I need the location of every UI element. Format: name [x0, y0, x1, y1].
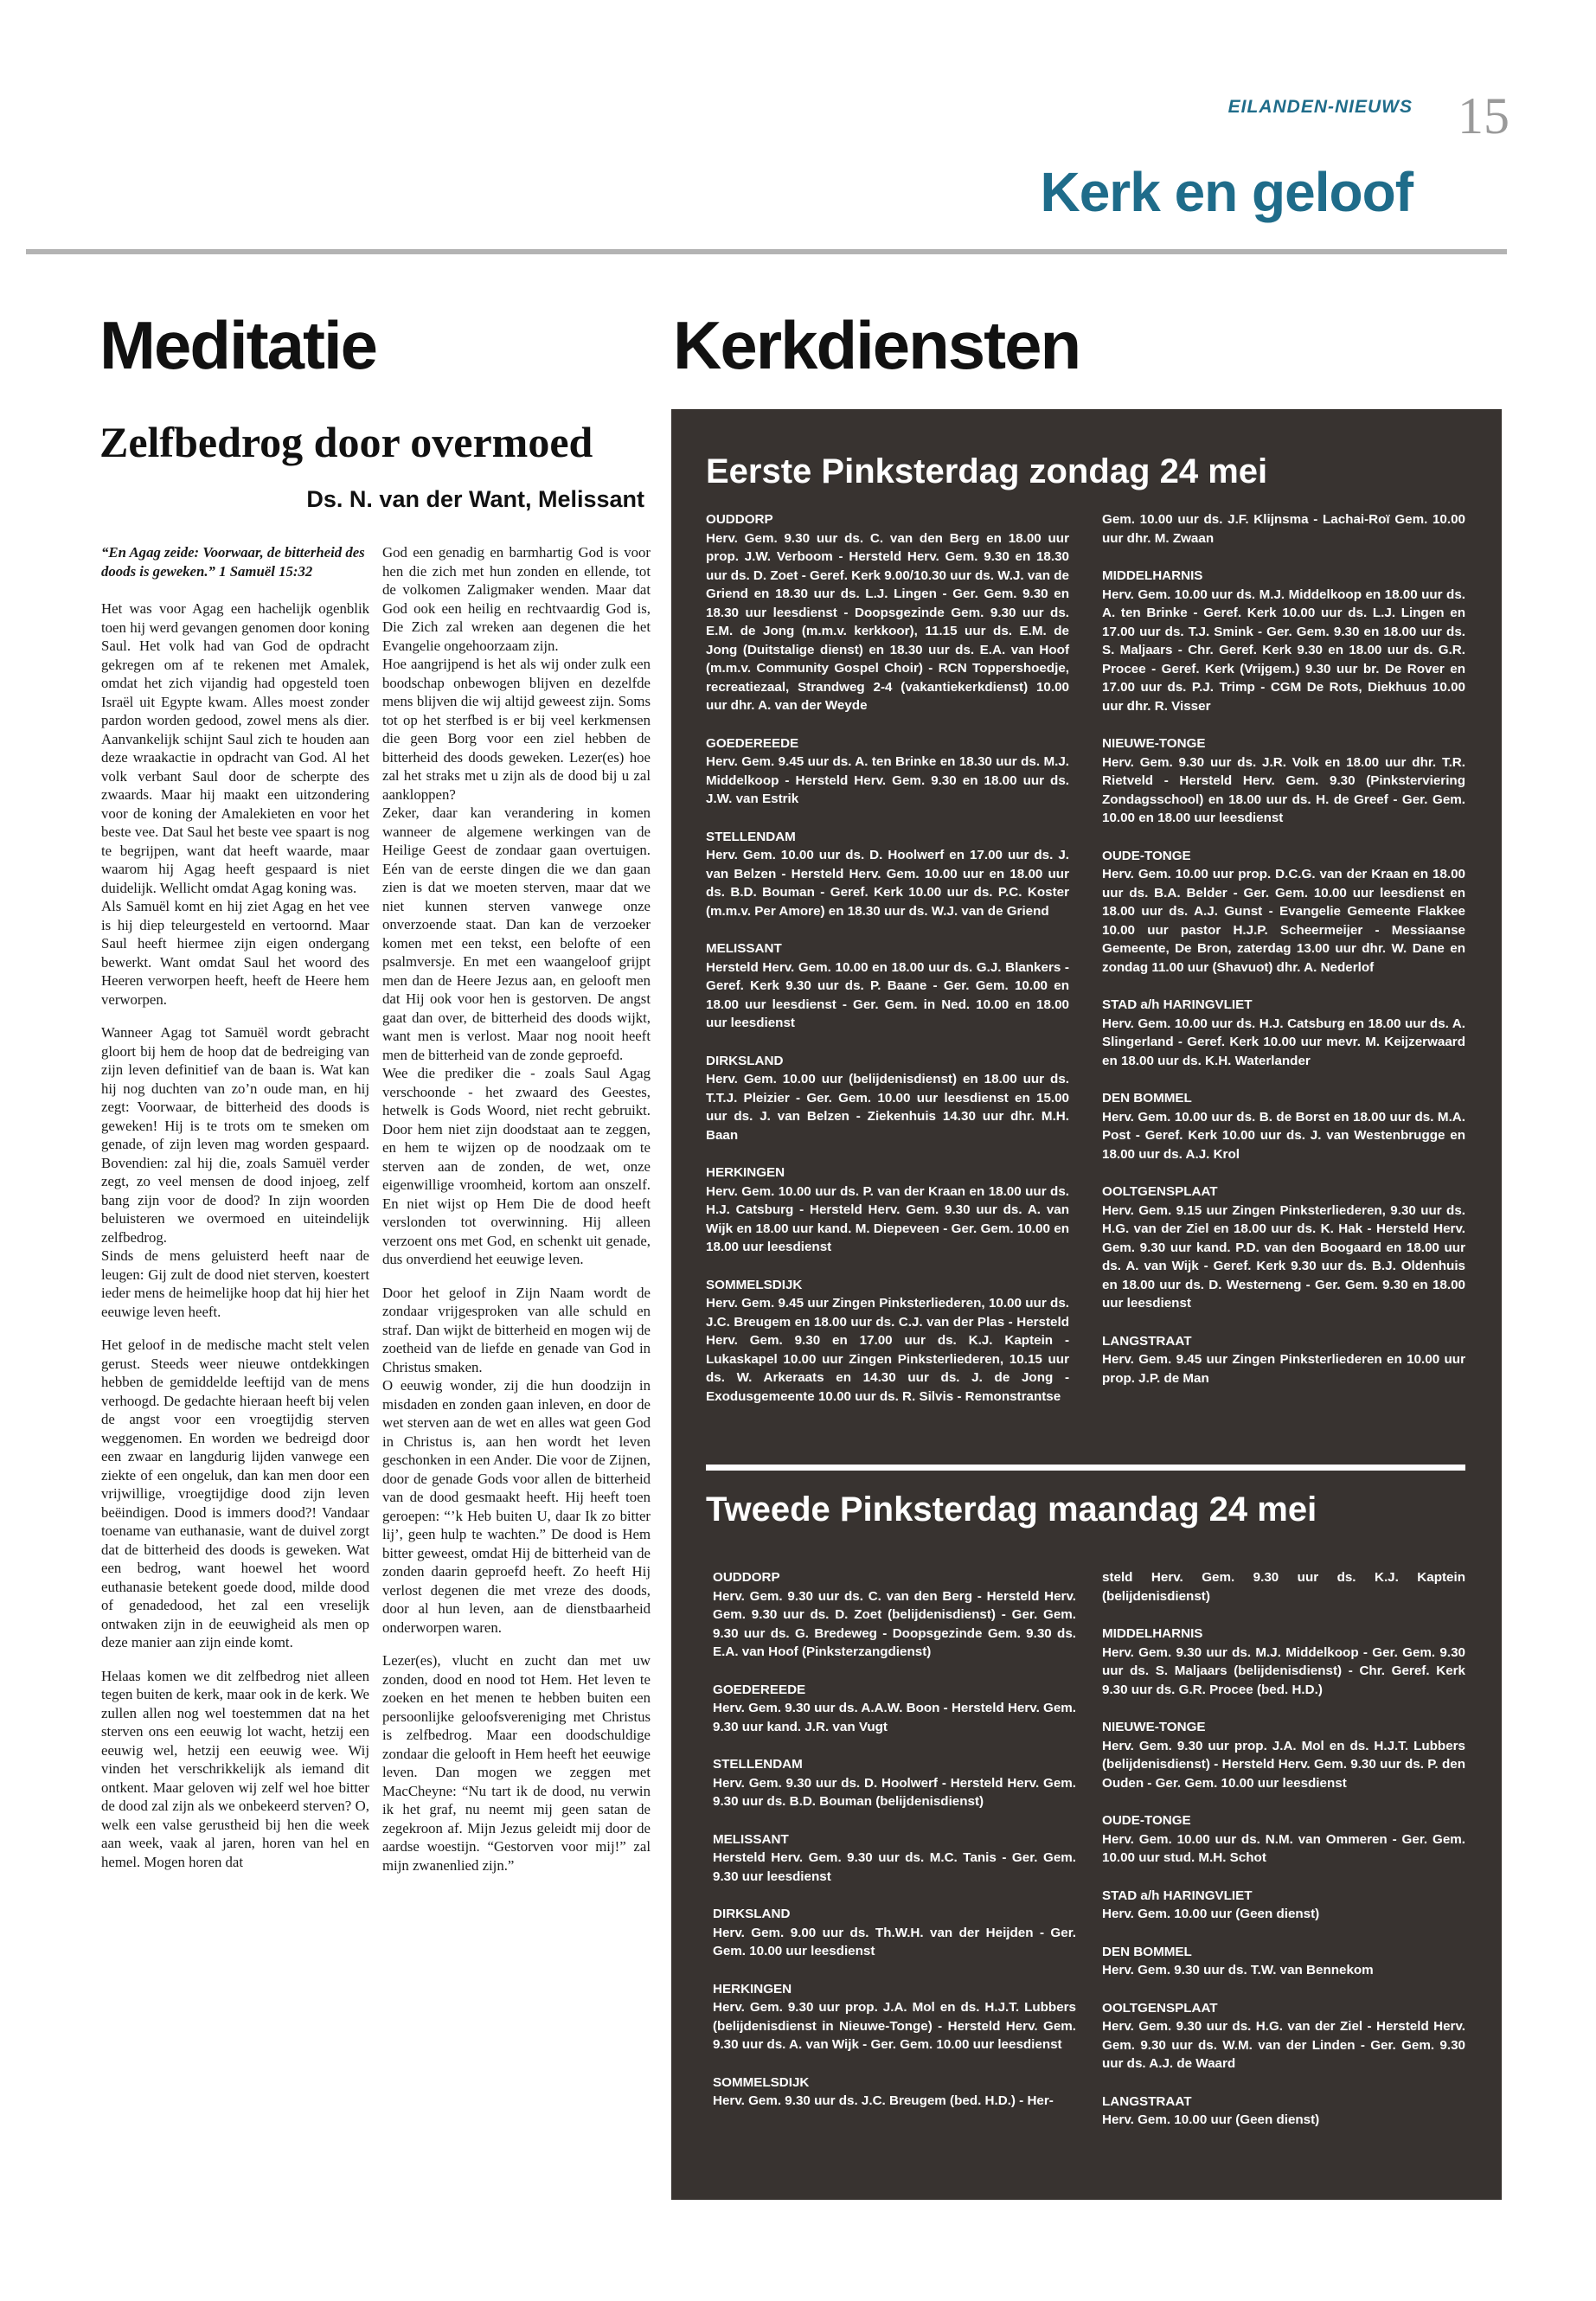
- service-details: Herv. Gem. 9.30 uur ds. J.R. Volk en 18.00 uur dhr. T.R. Rietveld - Hersteld Herv. Gem. 9.30 (Pinksterviering Zondagsschool) en 18.00 uur ds. H. de Greef - Ger. Gem. 10.00 en 18.00 uur leesdienst: [1102, 754, 1465, 825]
- service-details: Hersteld Herv. Gem. 9.30 uur ds. M.C. Tanis - Ger. Gem. 9.30 uur leesdienst: [713, 1850, 1076, 1884]
- service-entry: [706, 939, 1069, 1033]
- service-details: Herv. Gem. 9.30 uur ds. D. Hoolwerf - Hersteld Herv. Gem. 9.30 uur ds. B.D. Bouman (belijdenisdienst): [713, 1775, 1076, 1809]
- service-details: Herv. Gem. 9.30 uur prop. J.A. Mol en ds. H.J.T. Lubbers (belijdenisdienst in Nieuwe-Tonge) - Hersteld Herv. Gem. 9.30 uur ds. A. van Wijk - Ger. Gem. 10.00 uur leesdienst: [713, 2000, 1076, 2052]
- paragraph: Sinds de mens geluisterd heeft naar de leugen: Gij zult de dood niet sterven, koestert ieder mens de heimelijke hoop dat hij hier het eeuwige leven heeft.: [101, 1247, 369, 1320]
- service-details: Herv. Gem. 10.00 uur (Geen dienst): [1102, 2112, 1320, 2127]
- kerkdiensten-heading: Kerkdiensten: [673, 307, 1080, 383]
- service-entry: [1102, 2093, 1465, 2130]
- service-entry: [706, 734, 1069, 809]
- paragraph: Wee die prediker die - zoals Saul Agag verschoonde - het zwaard des Geestes, hetwelk is Gods Woord, niet recht gebruikt. Door hem niet zijn doodstaat aan te zeggen, en hem te wijzen op de noodzaak om te sterven aan de zonden, de wet, onze eigenwillige vroomheid, kortom aan onszelf. En niet wijst op Hem Die de dood heeft verslonden tot overwinning. Hij alleen verzoent ons met God, en schenkt uit genade, dus onverdiend het eeuwige leven.: [382, 1065, 651, 1267]
- service-entry: [706, 1276, 1069, 1407]
- service-details: Herv. Gem. 9.00 uur ds. Th.W.H. van der Heijden - Ger. Gem. 10.00 uur leesdienst: [713, 1925, 1076, 1958]
- service-entry: [1102, 1811, 1465, 1868]
- service-details: Herv. Gem. 9.30 uur ds. T.W. van Bennekom: [1102, 1963, 1374, 1977]
- place-name: MIDDELHARNIS: [1102, 568, 1203, 583]
- service-details: Herv. Gem. 9.45 uur Zingen Pinksterliederen, 10.00 uur ds. J.C. Breugem en 18.00 uur ds. C.J. van der Plas - Hersteld Herv. Gem. 9.30 en 17.00 uur ds. K.J. Kaptein - Lukaskapel 10.00 uur Zingen Pinksterliederen, 10.15 uur ds. W. Arkeraats en 14.30 uur ds. J. de Jong - Exodusgemeente 10.00 uur ds. R. Silvis - Remonstrantse: [706, 1296, 1069, 1404]
- place-name: LANGSTRAAT: [1102, 1333, 1192, 1349]
- place-name: SOMMELSDIJK: [706, 1277, 803, 1292]
- service-details: Herv. Gem. 10.00 uur ds. D. Hoolwerf en 17.00 uur ds. J. van Belzen - Hersteld Herv. Gem. 10.00 uur en 18.00 uur ds. B.D. Bouman - Geref. Kerk 10.00 uur ds. P.C. Koster (m.m.v. Per Amore) en 18.30 uur ds. W.J. van de Griend: [706, 848, 1069, 919]
- service-details: Herv. Gem. 10.00 uur prop. D.C.G. van der Kraan en 18.00 uur ds. B.A. Belder - Ger. Gem. 10.00 uur leesdienst en 18.00 uur ds. A.J. Gunst - Evangelie Gemeente Flakkee 10.00 uur pastor H.J.P. Scheermeijer - Messiaanse Gemeente, De Bron, zaterdag 13.00 uur dhr. W. Dane en zondag 11.00 uur (Shavuot) dhr. A. Nederlof: [1102, 867, 1465, 975]
- service-entry: [713, 1681, 1076, 1737]
- services-heading-second-pentecost: Tweede Pinksterdag maandag 24 mei: [706, 1490, 1317, 1529]
- service-details: Herv. Gem. 9.30 uur ds. J.C. Breugem (bed. H.D.) - Her-: [713, 2093, 1054, 2108]
- services-heading-first-pentecost: Eerste Pinksterdag zondag 24 mei: [706, 452, 1268, 490]
- service-entry: [1102, 734, 1465, 828]
- paragraph: Helaas komen we dit zelfbedrog niet alleen tegen buiten de kerk, maar ook in de kerk. We zullen allen nog wel toestemmen dat na het sterven ons een eeuwig lot wacht, hetzij een eeuwig wel, hetzij een eeuwig wee. Wij vinden het verschrikkelijk als iemand dit ontkent. Maar geloven wij zelf wel hoe bitter de dood zal zijn als we onbekeerd sterven? O, welk een valse gerustheid bij hen die week aan week, vaak al jaren, horen van hel en hemel. Mogen horen dat: [101, 1667, 369, 1870]
- service-details: Herv. Gem. 9.30 uur ds. C. van den Berg en 18.00 uur prop. J.W. Verboom - Hersteld Herv. Gem. 9.30 en 18.30 uur ds. D. Zoet - Geref. Kerk 9.00/10.30 uur ds. W.J. van de Griend en 18.30 uur ds. L.J. Lingen - Ger. Gem. 9.30 en 18.30 uur leesdienst - Doopsgezinde Gem. 9.30 uur ds. E.M. de Jong (m.m.v. kerkkoor), 11.15 uur ds. E.M. de Jong (Duitstalige dienst) en 18.30 uur ds. E.A. van Hoof (m.m.v. Community Gospel Choir) - RCN Toppershoedje, recreatiezaal, Strandweg 2-4 (vakantiekerkdienst) 10.00 uur dhr. A. van der Weyde: [706, 530, 1069, 713]
- place-name: LANGSTRAAT: [1102, 2093, 1192, 2109]
- service-details: Herv. Gem. 10.00 uur ds. P. van der Kraan en 18.00 uur ds. H.J. Catsburg - Hersteld Herv. Gem. 9.30 uur ds. A. van Wijk en 18.00 uur kand. M. Diepeveen - Ger. Gem. 10.00 en 18.00 uur leesdienst: [706, 1183, 1069, 1254]
- service-details: Herv. Gem. 9.30 uur ds. A.A.W. Boon - Hersteld Herv. Gem. 9.30 uur kand. J.R. van Vugt: [713, 1701, 1077, 1734]
- place-name: DEN BOMMEL: [1102, 1944, 1192, 1959]
- service-entry: [1102, 1999, 1465, 2073]
- service-entry: [713, 1568, 1076, 1662]
- service-entry: [1102, 1887, 1465, 1924]
- service-details: Herv. Gem. 9.30 uur prop. J.A. Mol en ds. H.J.T. Lubbers (belijdenisdienst) - Hersteld Herv. Gem. 9.30 uur ds. P. den Ouden - Ger. Gem. 10.00 uur leesdienst: [1102, 1738, 1465, 1791]
- service-entry: [1102, 510, 1465, 548]
- service-entry: [706, 828, 1069, 921]
- place-name: SOMMELSDIJK: [713, 2074, 810, 2090]
- place-name: OUDE-TONGE: [1102, 1813, 1191, 1828]
- service-details: Gem. 10.00 uur ds. J.F. Klijnsma - Lachai-Roï Gem. 10.00 uur dhr. M. Zwaan: [1102, 512, 1465, 546]
- place-name: DEN BOMMEL: [1102, 1091, 1192, 1106]
- paragraph: Het was voor Agag een hachelijk ogenblik toen hij werd gevangen genomen door koning Saul. Het volk had van God de opdracht gekregen om af te rekenen met Amalek, omdat het zich vijandig had opgesteld toen Israël uit Egypte kwam. Alles moest zonder pardon worden gedood, zowel mens als dier. Aanvankelijk schijnt Saul zich te houden aan deze wraakactie in opdracht van God. Al het volk verbant Saul door de scherpte des zwaards. Maar hij maakt een uitzondering voor de koning der Amalekieten en voor het beste vee. Dat Saul het beste vee spaart is nog te begrijpen, want dat heeft waarde, maar waarom hij Agag heeft gespaard is niet duidelijk. Wellicht omdat Agag koning was.: [101, 600, 369, 896]
- service-entry: [713, 1830, 1076, 1887]
- service-entry: [706, 1052, 1069, 1145]
- meditation-title: Zelfbedrog door overmoed: [99, 418, 593, 466]
- paragraph: O eeuwig wonder, zij die hun doodzijn in misdaden en zonden gaan inleven, en door de wet sterven aan de wet en alles wat geen God in Christus is, aan hen wordt het leven geschonken in een Ander. Die voor de Zijnen, door de genade Gods voor allen de bitterheid van de dood gesmaakt heeft. Hij heeft toen geroepen: “’k Heb buiten U, daar Ik zo bitter lij’, geen hulp te wachten.” De dood is Hem bitter geweest, omdat Hij de bitterheid van de zonden daarin geproefd heeft. Zo heeft Hij verlost degenen die met vreze des doods, door al hun leven, aan de dienstbaarheid onderworpen waren.: [382, 1377, 651, 1636]
- services-column: [1102, 510, 1465, 1407]
- service-details: Herv. Gem. 9.30 uur ds. H.G. van der Ziel - Hersteld Herv. Gem. 9.30 uur ds. W.M. van der Linden - Ger. Gem. 9.30 uur ds. A.J. de Waard: [1102, 2019, 1465, 2071]
- service-details: steld Herv. Gem. 9.30 uur ds. K.J. Kaptein (belijdenisdienst): [1102, 1570, 1465, 1604]
- paragraph: Als Samuël komt en hij ziet Agag en het vee is hij diep teleurgesteld en vertoornd. Maar Saul heeft hiermee zijn eigen ondergang bewerkt. Want omdat Saul het woord des Heeren verworpen heeft, heeft de Heere hem verworpen.: [101, 898, 369, 1008]
- page-number: 15: [1458, 87, 1509, 144]
- service-entry: [713, 1980, 1076, 2054]
- place-name: MIDDELHARNIS: [1102, 1626, 1203, 1641]
- paragraph: Lezer(es), vlucht en zucht dan met uw zonden, dood en nood tot Hem. Het leven te zoeken en het menen te hebben buiten een persoonlijke geloofsvereniging met Christus is zelfbedrog. Maar een doodschuldige zondaar die gelooft in Hem heeft het eeuwige leven. Dan mogen we zeggen met MacCheyne: “Nu tart ik de dood, nu verwin ik het graf, nu neemt mij geen satan de zegekroon af. Mijn Jezus geleidt mij door de aardse woestijn. “Gestorven voor mij!” zal mijn zwanenlied zijn.”: [382, 1652, 651, 1874]
- place-name: GOEDEREEDE: [713, 1682, 806, 1697]
- service-details: Herv. Gem. 9.30 uur ds. C. van den Berg - Hersteld Herv. Gem. 9.30 uur ds. D. Zoet (belijdenisdienst) - Ger. Gem. 9.30 uur ds. G. Bredeweg - Doopsgezinde Gem. 9.30 ds. E.A. van Hoof (Pinksterzangdienst): [713, 1588, 1076, 1659]
- paragraph: Zeker, daar kan verandering in komen wanneer de algemene werkingen van de Heilige Geest de zondaar gaan overtuigen. Eén van de eerste dingen die we dan gaan zien is dat we moeten sterven, maar dat we niet kunnen sterven vanwege onze onverzoende staat. Dan kan de verzoeker komen met een tekst, een belofte of een psalmversje. En met een waangeloof grijpt men dan de Heere Jezus aan, en gelooft men dat Hij ook voor hen is gestorven. De angst gaat dan over, de bitterheid des doods wijkt, want men is verlost. Maar nog nooit heeft men de bitterheid van de zonde geproefd.: [382, 804, 651, 1063]
- place-name: HERKINGEN: [713, 1981, 792, 1997]
- place-name: OUDDORP: [706, 512, 773, 527]
- service-details: Herv. Gem. 10.00 uur ds. H.J. Catsburg en 18.00 uur ds. A. Slingerland - Geref. Kerk 10.00 uur mevr. M. Keijzerwaard en 18.00 uur ds. K.H. Waterlander: [1102, 1016, 1465, 1068]
- paragraph: God een genadig en barmhartig God is voor hen die zich met hun zonden en ellende, tot de volkomen Zaligmaker wenden. Maar dat God ook een heilig en rechtvaardig God is, Die Zich zal wreken aan degenen die het Evangelie ongehoorzaam zijn.: [382, 544, 651, 654]
- meditation-column-2: [382, 543, 651, 1889]
- newspaper-brand: EILANDEN-NIEUWS: [1227, 97, 1413, 117]
- service-details: Herv. Gem. 10.00 uur ds. B. de Borst en 18.00 uur ds. M.A. Post - Geref. Kerk 10.00 uur ds. J. van Westenbrugge en 18.00 uur ds. A.J. Krol: [1102, 1109, 1465, 1162]
- bible-quote: “En Agag zeide: Voorwaar, de bitterheid des doods is geweken.” 1 Samuël 15:32: [101, 544, 365, 580]
- place-name: STELLENDAM: [706, 829, 796, 844]
- service-entry: [713, 1755, 1076, 1811]
- meditation-column-1: [101, 543, 369, 1886]
- paragraph: Door het geloof in Zijn Naam wordt de zondaar vrijgesproken van alle schuld en straf. Dan wijkt de bitterheid en mogen wij de zoetheid van de liefde en genade van God in Christus smaken.: [382, 1284, 651, 1375]
- service-entry: [1102, 1943, 1465, 1980]
- place-name: OUDE-TONGE: [1102, 848, 1191, 863]
- service-entry: [1102, 1718, 1465, 1792]
- service-details: Herv. Gem. 10.00 uur ds. N.M. van Ommeren - Ger. Gem. 10.00 uur stud. M.H. Schot: [1102, 1831, 1465, 1865]
- place-name: STAD a/h HARINGVLIET: [1102, 1888, 1253, 1903]
- service-details: Herv. Gem. 10.00 uur ds. M.J. Middelkoop en 18.00 uur ds. A. ten Brinke - Geref. Kerk 10.00 uur ds. L.J. Lingen en 17.00 uur ds. T.J. Smink - Ger. Gem. 9.30 en 18.00 uur ds. S. Maljaars - Chr. Geref. Kerk 9.30 en 18.00 uur ds. G.R. Procee - Geref. Kerk (Vrijgem.) 9.30 uur br. De Rover en 17.00 uur ds. P.J. Trimp - CGM De Rots, Diekhuus 10.00 uur dhr. R. Visser: [1102, 586, 1465, 714]
- service-entry: [1102, 1089, 1465, 1163]
- place-name: STAD a/h HARINGVLIET: [1102, 997, 1253, 1012]
- service-details: Hersteld Herv. Gem. 10.00 en 18.00 uur ds. G.J. Blankers - Geref. Kerk 9.30 uur ds. P. Baane - Ger. Gem. 10.00 en 18.00 uur leesdienst - Ger. Gem. in Ned. 10.00 en 18.00 uur leesdienst: [706, 959, 1069, 1030]
- place-name: NIEUWE-TONGE: [1102, 736, 1206, 751]
- service-details: Herv. Gem. 9.45 uur ds. A. ten Brinke en 18.30 uur ds. M.J. Middelkoop - Hersteld Herv. Gem. 9.30 en 18.00 uur ds. J.W. van Estrik: [706, 754, 1069, 806]
- service-entry: [1102, 1183, 1465, 1313]
- church-services-box: [671, 409, 1502, 2200]
- service-entry: [706, 1163, 1069, 1257]
- place-name: MELISSANT: [706, 941, 782, 956]
- meditatie-heading: Meditatie: [99, 307, 377, 383]
- service-entry: [1102, 847, 1465, 977]
- service-entry: [1102, 567, 1465, 715]
- service-entry: [1102, 996, 1465, 1070]
- place-name: DIRKSLAND: [713, 1907, 791, 1921]
- place-name: GOEDEREEDE: [706, 735, 799, 751]
- service-details: Herv. Gem. 9.30 uur ds. M.J. Middelkoop - Ger. Gem. 9.30 uur ds. S. Maljaars (belijdenisdienst) - Chr. Geref. Kerk 9.30 uur ds. G.R. Procee (bed. H.D.): [1102, 1644, 1465, 1697]
- paragraph: Wanneer Agag tot Samuël wordt gebracht gloort bij hem de hoop dat de bedreiging van zijn leven definitief van de baan is. Wat kan hij nog duchten van zo’n oude man, en hij zegt: Voorwaar, de bitterheid des doods is geweken! Hij is te trots om te smeken om genade, of zijn leven mag worden gespaard. Bovendien: zal hij die, zoals Samuël verder zegt, zo veel mensen de dood injoeg, zelf bang zijn voor de dood? In zijn woorden beluisteren we overmoed en uiteindelijk zelfbedrog.: [101, 1024, 369, 1246]
- place-name: OOLTGENSPLAAT: [1102, 1184, 1218, 1199]
- service-entry: [1102, 1568, 1465, 1606]
- place-name: DIRKSLAND: [706, 1053, 784, 1068]
- service-details: Herv. Gem. 9.15 uur Zingen Pinksterliederen, 9.30 uur ds. H.G. van der Ziel en 18.00 uur ds. K. Hak - Hersteld Herv. Gem. 9.30 uur kand. P.D. van den Boogaard en 18.00 uur ds. A. van Wijk - Geref. Kerk 9.30 uur ds. B.J. Oldenhuis en 18.00 uur ds. D. Westerneng - Ger. Gem. 9.30 en 18.00 uur leesdienst: [1102, 1202, 1465, 1311]
- place-name: NIEUWE-TONGE: [1102, 1720, 1206, 1734]
- paragraph: Het geloof in de medische macht stelt velen gerust. Steeds weer nieuwe ontdekkingen hebben de gemiddelde leeftijd van de mens verhoogd. De gedachte hieraan heeft bij velen de angst voor een vroegtijdig sterven weggenomen. En worden we bedreigd door een zwaar en langdurig lijden vanwege een ziekte of een ongeluk, dan kan men door een vrijwillige, vroegtijdige dood zijn leven beëindigen. Dood is immers dood?! Vandaar toename van euthanasie, want de duivel zorgt dat de bitterheid des doods is geweken. Wat een bedrog, want hoewel het woord euthanasie betekent goede dood, milde dood of genadedood, het zal een vreselijk ontwaken zijn in de eeuwigheid als men op deze manier aan zijn einde komt.: [101, 1336, 369, 1650]
- service-entry: [713, 2073, 1076, 2111]
- place-name: MELISSANT: [713, 1831, 789, 1847]
- section-title: Kerk en geloof: [1040, 161, 1413, 223]
- place-name: STELLENDAM: [713, 1757, 803, 1772]
- service-entry: [1102, 1332, 1465, 1388]
- place-name: OUDDORP: [713, 1570, 780, 1585]
- service-details: Herv. Gem. 10.00 uur (Geen dienst): [1102, 1907, 1320, 1921]
- place-name: HERKINGEN: [706, 1165, 785, 1180]
- service-entry: [713, 1905, 1076, 1961]
- service-details: Herv. Gem. 9.45 uur Zingen Pinksterliederen en 10.00 uur prop. J.P. de Man: [1102, 1352, 1465, 1386]
- services-column: [706, 510, 1069, 1425]
- service-entry: [1102, 1625, 1465, 1699]
- service-details: Herv. Gem. 10.00 uur (belijdenisdienst) en 18.00 uur ds. T.T.J. Pleizier - Ger. Gem. 10.00 uur leesdienst en 15.00 uur ds. J. van Belzen - Ziekenhuis 14.30 uur dhr. M.H. Baan: [706, 1072, 1069, 1143]
- place-name: OOLTGENSPLAAT: [1102, 2000, 1218, 2016]
- paragraph: Hoe aangrijpend is het als wij onder zulk een boodschap onbewogen blijven en dezelfde mens blijven die wij altijd geweest zijn. Soms tot op het sterfbed is er bij veel kerkmensen die geen Borg voor een ziel hebben de bitterheid des doods geweken. Lezer(es) hoe zal het straks met u zijn als de dood bij u zal aankloppen?: [382, 656, 651, 803]
- services-divider: [706, 1465, 1465, 1471]
- service-entry: [706, 510, 1069, 715]
- services-column: [1102, 1568, 1465, 2149]
- meditation-author: Ds. N. van der Want, Melissant: [306, 486, 644, 512]
- header-divider: [26, 249, 1507, 254]
- services-column: [713, 1568, 1076, 2130]
